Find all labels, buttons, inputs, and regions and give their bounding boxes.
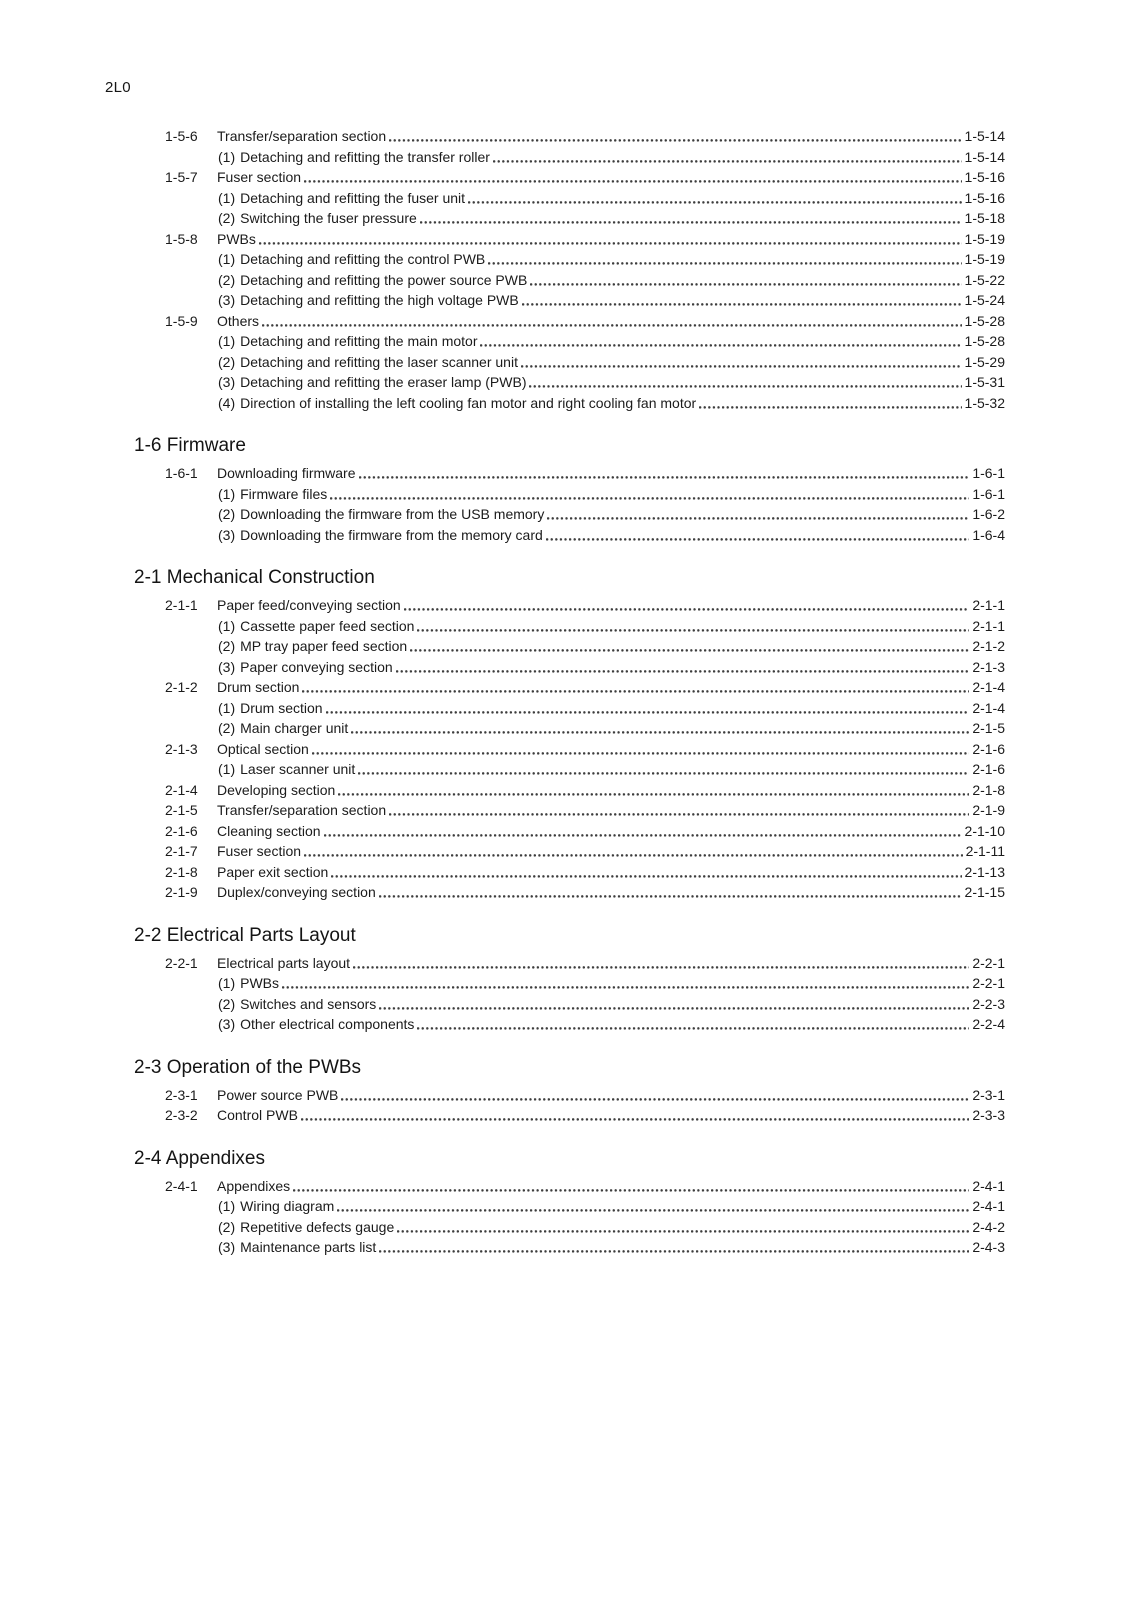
toc-entry-number: (1) (218, 485, 236, 502)
toc-entry-title: Downloading the firmware from the memory card (240, 526, 543, 543)
toc-entry-number: (3) (218, 374, 236, 390)
toc-entry-title: Control PWB (217, 1107, 298, 1123)
toc-entry-number: (1) (218, 189, 236, 206)
dot-leader (521, 365, 962, 368)
section-heading: 2-3 Operation of the PWBs (134, 1056, 362, 1078)
toc-entry-number: 2-1-9 (165, 884, 198, 900)
dot-leader (530, 283, 961, 286)
toc-entry-title: PWBs (217, 230, 256, 247)
toc-entry-page: 2-2-3 (972, 995, 1005, 1012)
dot-leader (330, 497, 969, 500)
toc-entry-number: (1) (218, 617, 236, 634)
toc-entry-page: 2-4-1 (972, 1198, 1005, 1214)
dot-leader (358, 772, 969, 775)
toc-entry (134, 463, 1005, 484)
toc-entry-page: 2-3-3 (972, 1107, 1005, 1123)
toc-entry-title: Detaching and refitting the main motor (240, 333, 478, 349)
toc-entry-number: 2-1-4 (165, 781, 198, 798)
toc-entry (134, 372, 1005, 393)
toc-entry-number: (1) (218, 251, 236, 267)
toc-entry-number: 1-5-7 (165, 169, 198, 185)
dot-leader (301, 1118, 969, 1121)
toc-entry-page: 1-5-28 (964, 312, 1005, 329)
dot-leader (389, 813, 969, 816)
dot-leader (397, 1230, 969, 1233)
toc-entry-page: 2-2-1 (972, 975, 1005, 991)
dot-leader (410, 649, 969, 652)
toc-entry-number: (3) (218, 292, 236, 308)
dot-leader (547, 517, 969, 520)
toc-entry (134, 270, 1005, 291)
toc-entry-number: 1-5-6 (165, 128, 198, 144)
toc-entry (134, 1217, 1005, 1238)
toc-entry-page: 2-1-13 (964, 863, 1005, 880)
toc-entry-page: 2-1-9 (972, 802, 1005, 818)
toc-entry-title: Appendixes (217, 1177, 291, 1194)
toc-entry (134, 739, 1005, 760)
toc-entry-number: (1) (218, 1198, 236, 1214)
toc-entry-title: PWBs (240, 975, 280, 991)
toc-entry-title: Switching the fuser pressure (240, 210, 417, 226)
toc-entry (134, 1237, 1005, 1258)
toc-entry-page: 1-5-24 (964, 292, 1005, 308)
dot-leader (259, 242, 962, 245)
dot-leader (480, 344, 961, 347)
toc-entry (134, 636, 1005, 657)
toc-entry-page: 1-5-29 (964, 353, 1005, 370)
toc-entry-title: Detaching and refitting the eraser lamp (PWB) (240, 374, 527, 390)
toc-entry-number: 2-2-1 (165, 954, 198, 971)
toc-entry (134, 311, 1005, 332)
dot-leader (522, 303, 962, 306)
toc-entry-title: Cleaning section (217, 822, 321, 839)
toc-entry-page: 1-6-4 (972, 526, 1005, 543)
toc-entry-title: Optical section (217, 740, 309, 757)
toc-entry-page: 2-1-15 (964, 884, 1005, 900)
toc-entry-page: 1-5-14 (964, 128, 1005, 144)
toc-entry-title: Fuser section (217, 169, 302, 185)
dot-leader (326, 711, 970, 714)
toc-entry-number: 1-5-8 (165, 230, 198, 247)
toc-entry-title: Maintenance parts list (240, 1239, 377, 1255)
toc-entry-number: (1) (218, 333, 236, 349)
toc-entry-page: 2-1-6 (972, 761, 1005, 777)
dot-leader (353, 966, 969, 969)
dot-leader (529, 385, 961, 388)
toc-entry-page: 2-1-1 (972, 617, 1005, 634)
toc-entry-title: Switches and sensors (240, 995, 377, 1012)
dot-leader (379, 1007, 969, 1010)
toc-entry-title: MP tray paper feed section (240, 638, 408, 654)
dot-leader (312, 752, 969, 755)
toc-entry-title: Detaching and refitting the high voltage PWB (240, 292, 519, 308)
toc-entry (134, 229, 1005, 250)
toc-entry (134, 504, 1005, 525)
toc-entry (134, 352, 1005, 373)
toc-entry-page: 2-2-4 (972, 1016, 1005, 1032)
dot-leader (389, 139, 961, 142)
toc-entry-title: Downloading firmware (217, 465, 356, 481)
toc-entry-number: 1-5-9 (165, 312, 198, 329)
toc-entry (134, 718, 1005, 739)
dot-leader (417, 629, 969, 632)
toc-entry-number: 2-1-3 (165, 740, 198, 757)
toc-entry (134, 780, 1005, 801)
toc-entry-title: Other electrical components (240, 1016, 415, 1032)
toc-entry-title: Electrical parts layout (217, 954, 351, 971)
toc-entry-page: 2-1-6 (972, 740, 1005, 757)
toc-entry (134, 821, 1005, 842)
toc-entry-number: (2) (218, 995, 236, 1012)
toc-entry-number: 2-3-2 (165, 1107, 198, 1123)
dot-leader (338, 793, 969, 796)
toc-entry-page: 1-6-2 (972, 506, 1005, 522)
toc-entry (134, 147, 1005, 168)
toc-entry-number: (3) (218, 1239, 236, 1255)
toc-entry (134, 595, 1005, 616)
section-heading: 2-4 Appendixes (134, 1147, 265, 1169)
dot-leader (304, 854, 963, 857)
toc-entry-number: 2-1-1 (165, 597, 198, 613)
toc-entry-page: 2-1-4 (972, 699, 1005, 716)
toc-entry-title: Others (217, 312, 260, 329)
toc-entry-title: Direction of installing the left cooling fan motor and right cooling fan motor (240, 394, 697, 411)
toc-entry (134, 1014, 1005, 1035)
toc-entry-number: 2-1-6 (165, 822, 198, 839)
doc-code: 2L0 (105, 79, 131, 96)
toc-entry-page: 1-5-14 (964, 148, 1005, 165)
dot-leader (699, 406, 961, 409)
toc (134, 126, 1005, 1258)
toc-entry-number: 2-3-1 (165, 1086, 198, 1103)
dot-leader (404, 608, 970, 611)
toc-entry (134, 759, 1005, 780)
toc-entry-page: 1-5-19 (964, 251, 1005, 267)
toc-entry-number: (3) (218, 658, 236, 675)
toc-entry-title: Fuser section (217, 843, 302, 859)
toc-entry-number: (1) (218, 699, 236, 716)
toc-entry (134, 800, 1005, 821)
dot-leader (324, 834, 962, 837)
toc-entry (134, 1196, 1005, 1217)
toc-entry (134, 862, 1005, 883)
dot-leader (396, 670, 970, 673)
toc-entry-number: (2) (218, 506, 236, 522)
toc-entry-number: (1) (218, 975, 236, 991)
toc-entry-number: (1) (218, 761, 236, 777)
toc-entry-page: 2-1-4 (972, 679, 1005, 695)
toc-entry-title: Detaching and refitting the control PWB (240, 251, 486, 267)
dot-leader (546, 538, 970, 541)
toc-entry (134, 841, 1005, 862)
toc-entry (134, 1176, 1005, 1197)
toc-entry-title: Detaching and refitting the fuser unit (240, 189, 466, 206)
toc-entry-page: 1-5-32 (964, 394, 1005, 411)
toc-entry-title: Laser scanner unit (240, 761, 356, 777)
toc-entry-page: 1-5-28 (964, 333, 1005, 349)
toc-entry-page: 2-4-2 (972, 1218, 1005, 1235)
toc-entry-title: Transfer/separation section (217, 802, 387, 818)
toc-entry-page: 2-1-8 (972, 781, 1005, 798)
toc-entry-title: Paper conveying section (240, 658, 393, 675)
toc-entry-page: 2-2-1 (972, 954, 1005, 971)
toc-entry-number: (1) (218, 148, 236, 165)
section-heading: 2-1 Mechanical Construction (134, 567, 375, 588)
toc-entry-page: 1-6-1 (972, 485, 1005, 502)
toc-entry-number: (3) (218, 526, 236, 543)
dot-leader (493, 160, 962, 163)
dot-leader (341, 1098, 969, 1101)
toc-entry-number: 1-6-1 (165, 465, 198, 481)
dot-leader (417, 1027, 969, 1030)
toc-entry-number: (2) (218, 210, 236, 226)
toc-entry-title: Transfer/separation section (217, 128, 387, 144)
toc-entry-number: 2-1-8 (165, 863, 198, 880)
dot-leader (488, 262, 961, 265)
toc-entry-title: Repetitive defects gauge (240, 1218, 395, 1235)
toc-entry-number: (3) (218, 1016, 236, 1032)
toc-entry-number: 2-4-1 (165, 1177, 198, 1194)
toc-entry (134, 208, 1005, 229)
toc-entry (134, 525, 1005, 546)
dot-leader (331, 875, 961, 878)
toc-entry-title: Power source PWB (217, 1086, 339, 1103)
toc-entry-page: 1-5-22 (964, 271, 1005, 288)
dot-leader (359, 476, 970, 479)
toc-entry-page: 2-4-1 (972, 1177, 1005, 1194)
toc-entry-title: Drum section (240, 699, 323, 716)
toc-entry (134, 698, 1005, 719)
toc-entry (134, 249, 1005, 270)
toc-entry-number: (2) (218, 720, 236, 736)
toc-entry-page: 2-1-10 (964, 822, 1005, 839)
toc-entry-title: Wiring diagram (240, 1198, 335, 1214)
dot-leader (379, 1250, 969, 1253)
toc-entry-number: 2-1-2 (165, 679, 198, 695)
toc-entry-number: 2-1-7 (165, 843, 198, 859)
toc-entry-number: (2) (218, 271, 236, 288)
toc-entry-page: 2-4-3 (972, 1239, 1005, 1255)
toc-entry-page: 1-5-19 (964, 230, 1005, 247)
toc-entry (134, 167, 1005, 188)
toc-entry-page: 1-5-16 (964, 169, 1005, 185)
toc-entry-page: 2-1-2 (972, 638, 1005, 654)
toc-entry (134, 126, 1005, 147)
toc-entry (134, 677, 1005, 698)
toc-entry (134, 1085, 1005, 1106)
toc-entry-title: Main charger unit (240, 720, 349, 736)
toc-entry (134, 616, 1005, 637)
toc-entry-title: Paper exit section (217, 863, 329, 880)
toc-entry (134, 393, 1005, 414)
toc-entry-page: 2-1-3 (972, 658, 1005, 675)
dot-leader (468, 201, 961, 204)
toc-entry-title: Drum section (217, 679, 300, 695)
dot-leader (337, 1209, 969, 1212)
dot-leader (262, 324, 962, 327)
toc-entry-number: (2) (218, 638, 236, 654)
dot-leader (304, 180, 961, 183)
section-heading: 1-6 Firmware (134, 435, 246, 456)
toc-entry (134, 953, 1005, 974)
toc-entry-page: 2-1-5 (972, 720, 1005, 736)
dot-leader (420, 221, 962, 224)
toc-entry-page: 2-1-1 (972, 597, 1005, 613)
toc-entry-page: 1-5-18 (964, 210, 1005, 226)
toc-entry-title: Developing section (217, 781, 336, 798)
toc-entry (134, 994, 1005, 1015)
section-heading: 2-2 Electrical Parts Layout (134, 924, 356, 946)
dot-leader (351, 731, 969, 734)
toc-entry-page: 2-3-1 (972, 1086, 1005, 1103)
dot-leader (282, 986, 969, 989)
toc-entry-title: Detaching and refitting the transfer roller (240, 148, 490, 165)
dot-leader (379, 895, 962, 898)
toc-entry-number: (4) (218, 394, 236, 411)
toc-entry-number: (2) (218, 353, 236, 370)
toc-entry (134, 882, 1005, 903)
toc-entry-page: 2-1-11 (965, 843, 1005, 859)
toc-entry (134, 657, 1005, 678)
toc-entry (134, 973, 1005, 994)
toc-entry-title: Firmware files (240, 485, 328, 502)
toc-entry-page: 1-5-31 (964, 374, 1005, 390)
toc-entry-page: 1-5-16 (964, 189, 1005, 206)
toc-entry-title: Paper feed/conveying section (217, 597, 401, 613)
toc-entry-title: Downloading the firmware from the USB memory (240, 506, 545, 522)
toc-entry-number: 2-1-5 (165, 802, 198, 818)
toc-entry (134, 331, 1005, 352)
toc-entry (134, 188, 1005, 209)
toc-entry (134, 484, 1005, 505)
toc-entry-title: Detaching and refitting the power source PWB (240, 271, 528, 288)
dot-leader (302, 690, 969, 693)
toc-entry-title: Duplex/conveying section (217, 884, 376, 900)
toc-entry (134, 1105, 1005, 1126)
toc-entry-title: Detaching and refitting the laser scanner unit (240, 353, 518, 370)
toc-entry-page: 1-6-1 (972, 465, 1005, 481)
dot-leader (293, 1189, 969, 1192)
toc-entry (134, 290, 1005, 311)
toc-entry-number: (2) (218, 1218, 236, 1235)
toc-entry-title: Cassette paper feed section (240, 617, 415, 634)
